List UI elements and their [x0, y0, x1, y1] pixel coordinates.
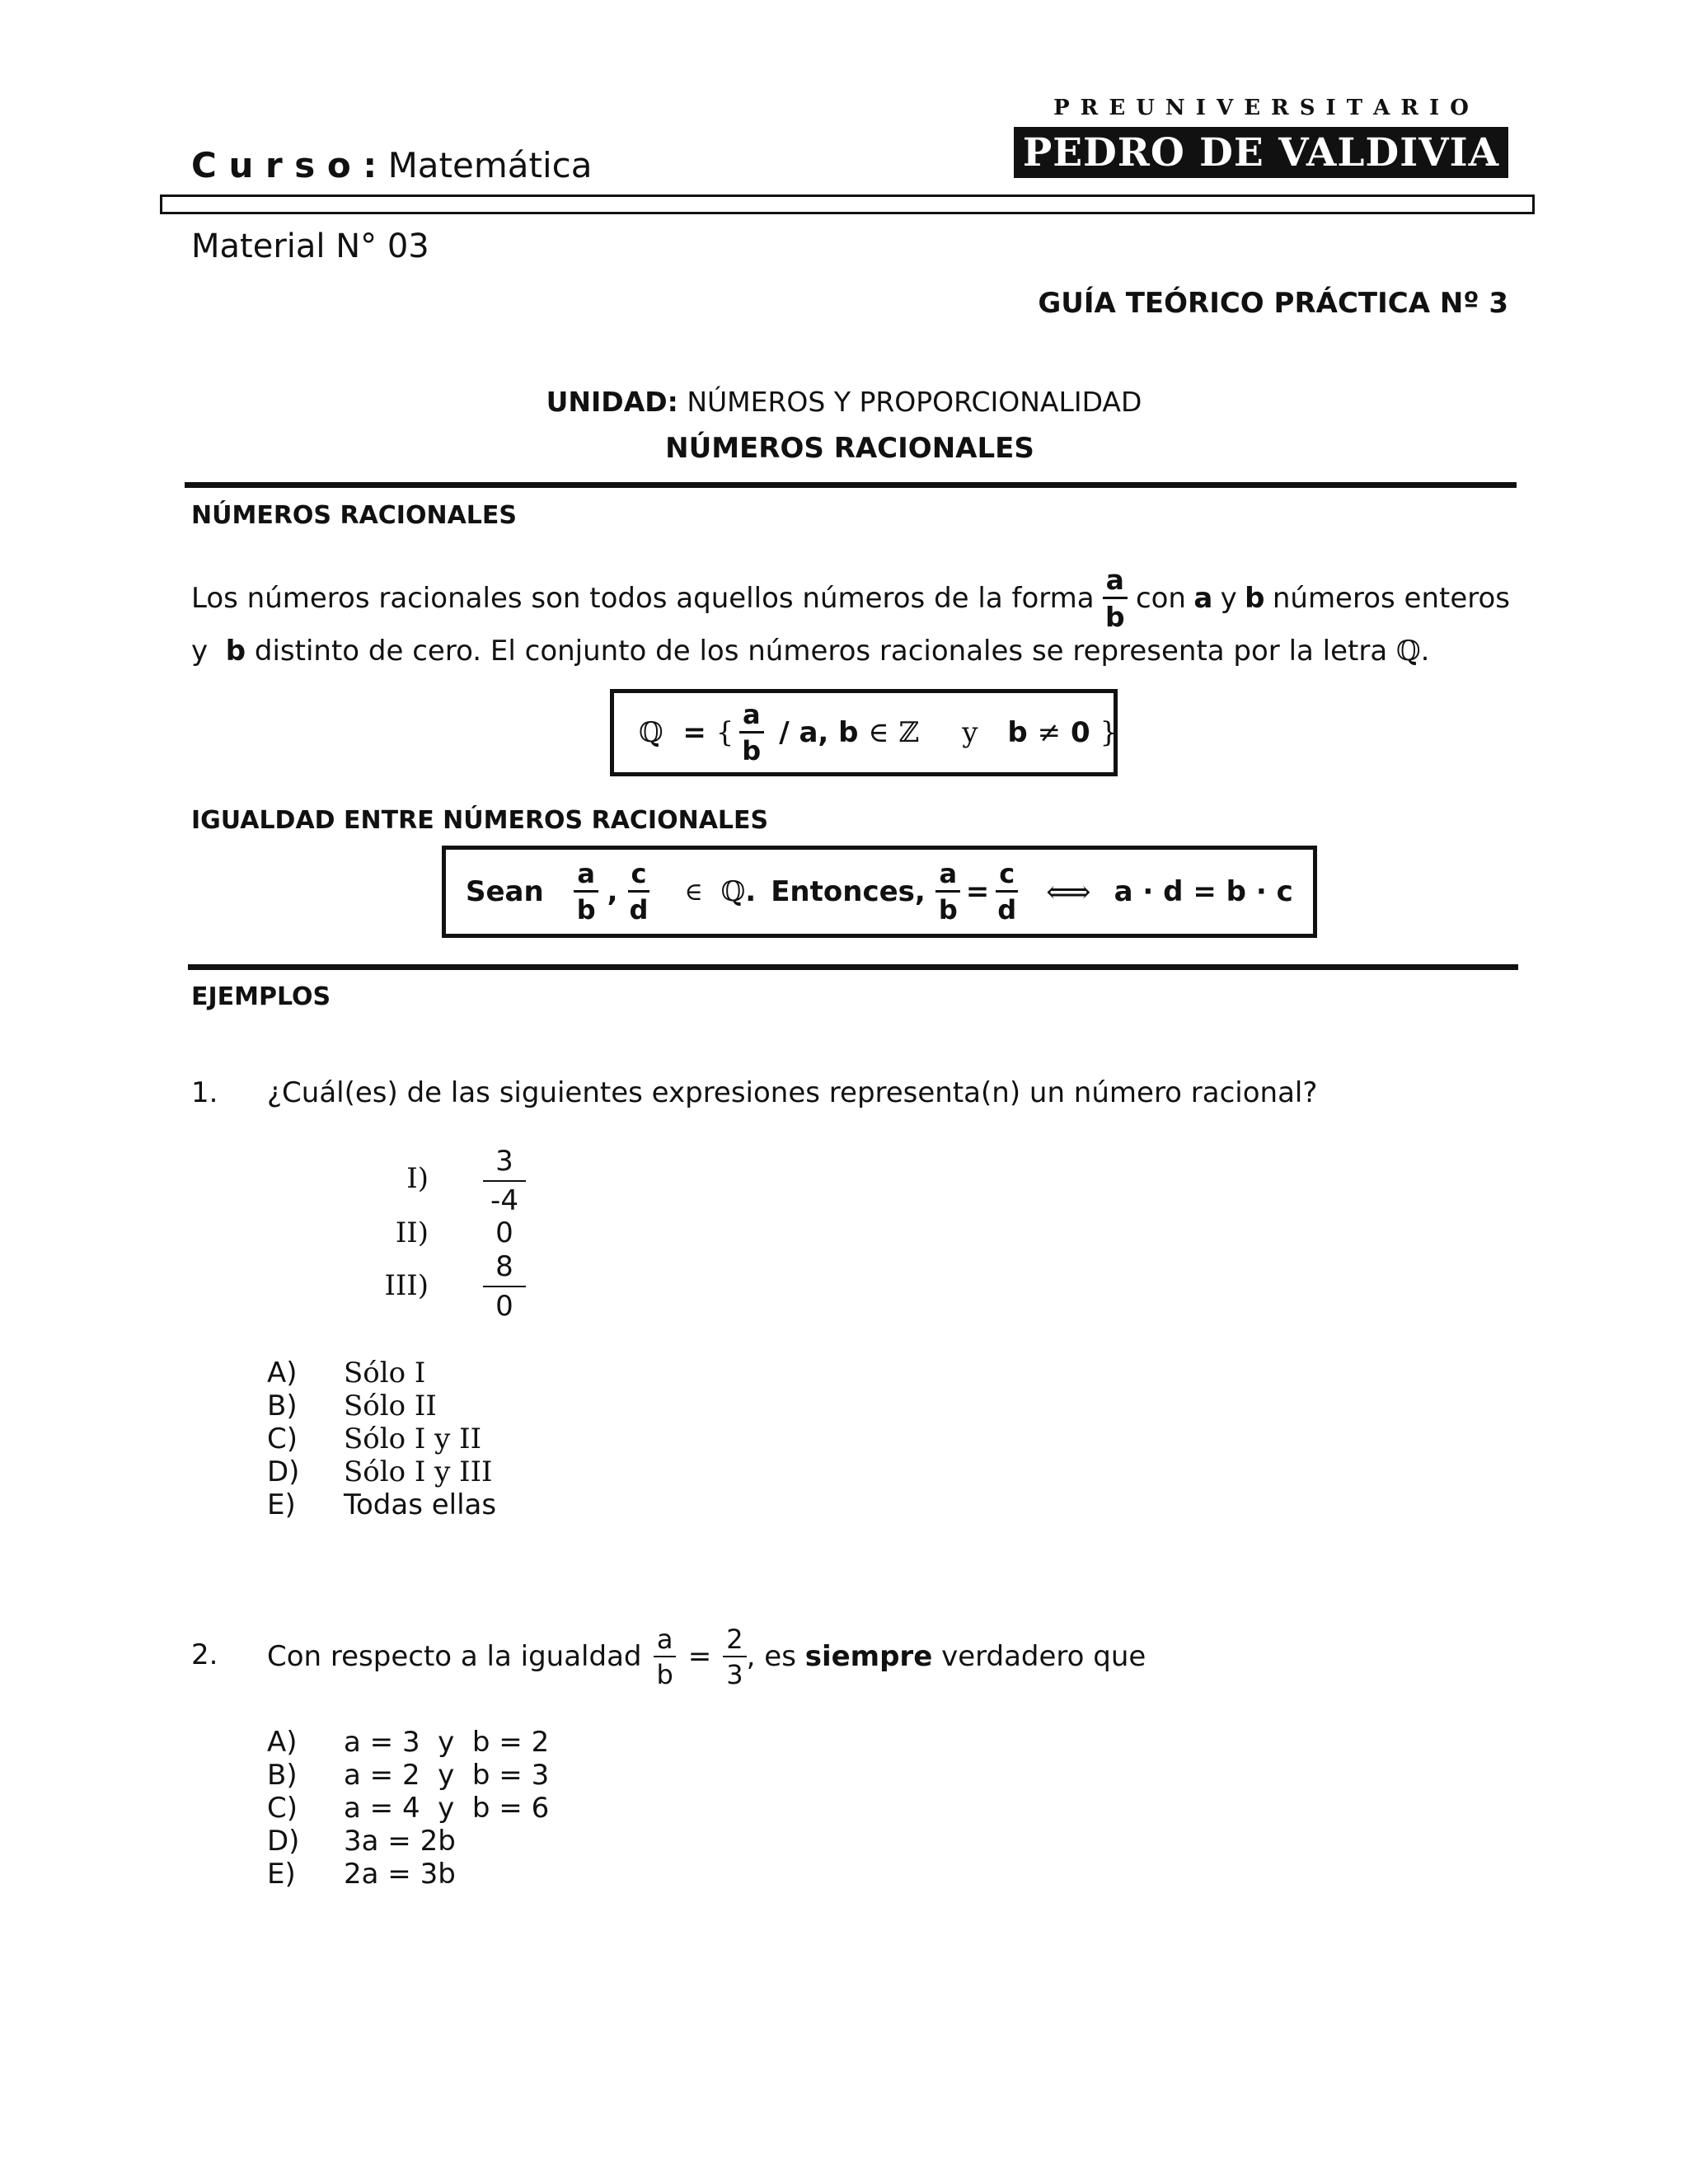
q2-equals: =	[687, 1640, 712, 1673]
equality-rule-box	[442, 846, 1317, 938]
logo	[1014, 127, 1508, 178]
option-label: B)	[267, 1759, 298, 1792]
option-text: Sólo I	[344, 1357, 426, 1390]
section-heading-igualdad: IGUALDAD ENTRE NÚMEROS RACIONALES	[191, 806, 769, 835]
item-I-fraction	[483, 1147, 526, 1215]
word-y-2: y	[191, 635, 209, 668]
definition-text-1: Los números racionales son todos aquellos números de la forma	[191, 582, 1095, 615]
option-label: E)	[267, 1488, 296, 1521]
definition-text-con: con	[1135, 582, 1186, 615]
logo-top-text: P R E U N I V E R S I T A R I O	[1053, 96, 1470, 120]
option-label: A)	[267, 1357, 298, 1390]
var-b-3: b	[1007, 716, 1028, 749]
word-sean: Sean	[466, 875, 544, 908]
iff-arrow-icon: ⟺	[1046, 874, 1091, 910]
unit-subtitle: NÚMEROS RACIONALES	[665, 432, 1034, 465]
set-Q-symbol-2: ℚ	[720, 875, 746, 908]
word-entonces: Entonces,	[771, 875, 926, 908]
item-II-value: 0	[495, 1216, 513, 1249]
question-2-lead: Con respecto a la igualdad	[267, 1640, 642, 1673]
option-label: A)	[267, 1726, 298, 1759]
item-II-label: II)	[395, 1216, 429, 1249]
q2-tail: verdadero que	[941, 1640, 1146, 1673]
definition-line-1	[191, 565, 1510, 631]
course-label: C u r s o :	[191, 145, 377, 185]
option-text: a = 3 y b = 2	[344, 1726, 550, 1759]
set-fraction: $\frac{a}{b}$	[738, 701, 764, 764]
course-title	[191, 145, 592, 185]
var-a: a	[1193, 582, 1213, 615]
question-1-text: ¿Cuál(es) de las siguientes expresiones representa(n) un número racional?	[267, 1076, 1318, 1109]
rational-set-definition-box	[610, 689, 1118, 776]
option-text: 2a = 3b	[344, 1858, 456, 1891]
option-label: E)	[267, 1858, 296, 1891]
definition-line-2	[191, 635, 1429, 668]
fraction-c-d: $\frac{c}{d}$	[626, 860, 652, 923]
cross-product-equality: a · d = b · c	[1114, 875, 1293, 908]
equals-sign: =	[682, 716, 706, 749]
option-label: C)	[267, 1422, 298, 1455]
fraction-a-over-b: $\frac{a}{b}$	[1102, 566, 1128, 630]
option-text: a = 4 y b = 6	[344, 1792, 550, 1825]
divider-top	[185, 482, 1517, 488]
option-label: D)	[267, 1825, 300, 1858]
var-b-2: b	[225, 635, 246, 668]
item-III-fraction	[483, 1250, 526, 1323]
word-y: y	[1220, 582, 1237, 615]
q2-fraction-a-b: $\frac{a}{b}$	[653, 1626, 676, 1688]
question-1-number: 1.	[191, 1076, 218, 1109]
element-of-symbol: ∈	[868, 716, 889, 749]
not-equal-symbol: ≠	[1037, 716, 1062, 749]
integers-symbol: ℤ	[898, 716, 920, 749]
item-I-numerator: 3	[483, 1147, 526, 1182]
rational-set-symbol: ℚ	[1396, 635, 1421, 668]
option-text: Sólo I y II	[344, 1422, 482, 1455]
option-label: B)	[267, 1390, 298, 1422]
equals-sign-2: =	[965, 875, 990, 908]
item-I-label: I)	[406, 1162, 429, 1195]
item-III-label: III)	[384, 1269, 429, 1302]
option-label: C)	[267, 1792, 298, 1825]
q2-comma-es: , es	[746, 1640, 796, 1673]
logo-name: PEDRO DE VALDIVIA	[1022, 129, 1500, 176]
item-III-numerator: 8	[483, 1253, 526, 1287]
fraction-a-b-2: $\frac{a}{b}$	[935, 860, 961, 923]
header-frame	[160, 194, 1535, 214]
definition-text-2: distinto de cero. El conjunto de los números racionales se representa por la letra	[254, 635, 1388, 668]
set-Q-symbol: ℚ	[639, 716, 663, 749]
open-brace: {	[715, 716, 734, 749]
period-2: .	[745, 875, 757, 908]
element-of-symbol-2: ∈	[684, 877, 703, 907]
option-text: Sólo I y III	[344, 1455, 493, 1488]
course-name: Matemática	[387, 145, 593, 185]
examples-heading: EJEMPLOS	[191, 982, 331, 1011]
set-condition: / a, b	[779, 716, 859, 749]
divider-bottom	[188, 964, 1518, 970]
material-number: Material N° 03	[191, 227, 429, 265]
guide-title: GUÍA TEÓRICO PRÁCTICA Nº 3	[1038, 287, 1508, 320]
item-III-denominator: 0	[495, 1290, 513, 1323]
comma: ,	[607, 875, 618, 908]
option-text: Sólo II	[344, 1390, 437, 1422]
q2-emphasis: siempre	[804, 1640, 933, 1673]
item-I-denominator: -4	[490, 1184, 518, 1217]
q2-fraction-2-3: $\frac{2}{3}$	[723, 1626, 746, 1688]
unit-line	[0, 386, 1688, 418]
word-y-3: y	[962, 716, 978, 749]
question-2-text	[267, 1615, 1146, 1698]
question-2-number: 2.	[191, 1638, 218, 1671]
option-label: D)	[267, 1455, 300, 1488]
unit-label: UNIDAD:	[546, 386, 678, 418]
option-text: Todas ellas	[344, 1488, 497, 1521]
definition-text-end: números enteros	[1272, 582, 1510, 615]
option-text: a = 2 y b = 3	[344, 1759, 550, 1792]
unit-name: NÚMEROS Y PROPORCIONALIDAD	[687, 386, 1142, 418]
period: .	[1420, 635, 1430, 668]
fraction-c-d-2: $\frac{c}{d}$	[994, 860, 1020, 923]
close-brace: }	[1100, 716, 1118, 749]
var-b: b	[1245, 582, 1265, 615]
section-heading-racionales: NÚMEROS RACIONALES	[191, 501, 518, 530]
fraction-a-b: $\frac{a}{b}$	[574, 860, 599, 923]
option-text: 3a = 2b	[344, 1825, 456, 1858]
zero: 0	[1070, 716, 1090, 749]
